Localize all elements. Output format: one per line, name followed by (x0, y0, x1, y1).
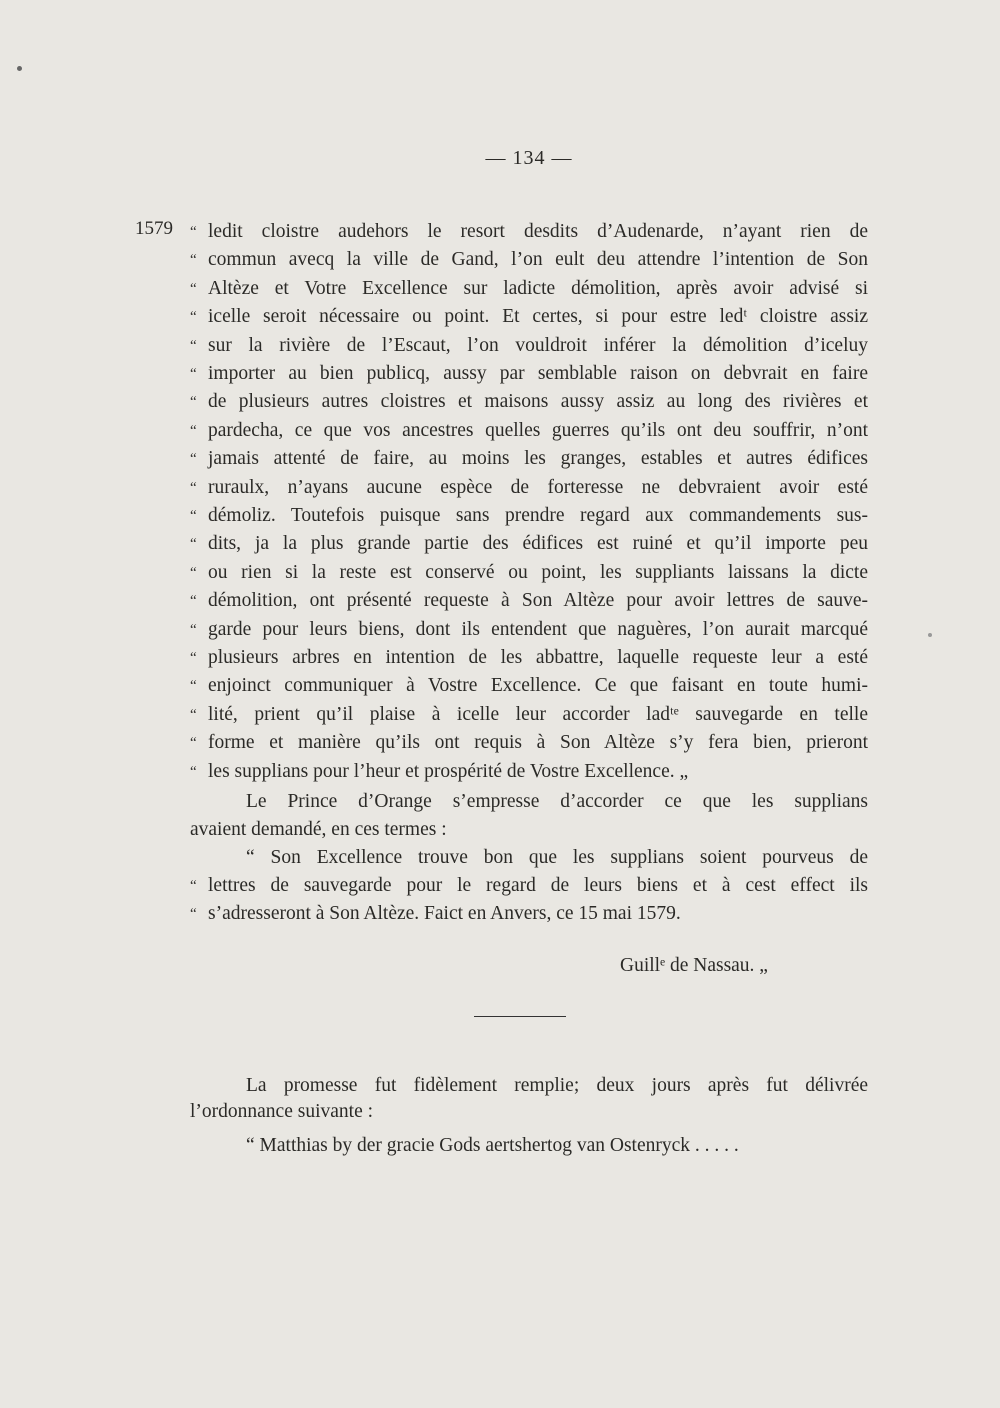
petition-text: démoliz. Toutefois puisque sans prendre regard aux commandements sus- (208, 505, 868, 526)
petition-line (190, 388, 868, 416)
petition-text: pardecha, ce que vos ancestres quelles guerres qu’ils ont deu souffrir, n’ont (208, 419, 868, 441)
petition-line (190, 417, 868, 445)
petition-text: garde pour leurs biens, dont ils entendent que naguères, l’on aurait marcqué (208, 618, 868, 640)
quote-mark: “ (190, 224, 197, 240)
petition-line (190, 332, 868, 360)
signature: Guillᵉ de Nassau. „ (620, 955, 768, 976)
quote-mark: “ (190, 536, 197, 553)
petition-line (190, 729, 868, 757)
narrative-line: Le Prince d’Orange s’empresse d’accorder ce que les supplians (246, 791, 868, 812)
quote-mark: “ (190, 621, 197, 638)
petition-text: icelle seroit nécessaire ou point. Et certes, si pour estre ledᵗ cloistre assiz (208, 306, 868, 328)
petition-text: sur la rivière de l’Escaut, l’on vouldroit inférer la démolition d’iceluy (208, 334, 868, 356)
quote-mark: “ (190, 451, 197, 468)
narrative-line: avaient demandé, en ces termes : (190, 819, 447, 840)
petition-line (190, 275, 868, 303)
narrative-line: La promesse fut fidèlement remplie; deux jours après fut délivrée (246, 1075, 868, 1096)
petition-line (190, 502, 868, 530)
response-line: “ Son Excellence trouve bon que les supplians soient pourveus de (246, 847, 868, 868)
margin-year: 1579 (135, 218, 173, 239)
quote-mark: “ (190, 593, 197, 610)
quote-mark: “ (190, 706, 197, 723)
petition-line (190, 616, 868, 644)
quote-mark: “ (190, 650, 197, 666)
narrative-line: l’ordonnance suivante : (190, 1101, 374, 1122)
petition-line (190, 246, 868, 274)
petition-text: jamais attenté de faire, au moins les granges, estables et autres édifices (208, 448, 868, 470)
quote-mark: “ (190, 309, 197, 326)
quote-mark: “ (190, 252, 197, 269)
petition-text: forme et manière qu’ils ont requis à Son Altèze s’y fera bien, prieront (208, 732, 868, 754)
petition-line (190, 587, 868, 615)
quote-mark: “ (190, 366, 197, 382)
final-quote: “ Matthias by der gracie Gods aertshertog van Ostenryck . . . . . (246, 1135, 739, 1156)
quote-mark: “ (190, 564, 197, 581)
petition-text: démolition, ont présenté requeste à Son Altèze pour avoir lettres de sauve- (208, 590, 868, 612)
quote-mark: “ (190, 422, 197, 439)
petition-text: ruraulx, n’ayans aucune espèce de forteresse ne debvraient avoir esté (208, 476, 868, 498)
ink-speck (928, 633, 932, 637)
quote-mark: “ (190, 337, 197, 354)
quote-mark: “ (190, 280, 197, 297)
petition-line (190, 474, 868, 502)
petition-line (190, 672, 868, 700)
petition-text: les supplians pour l’heur et prospérité de Vostre Excellence. „ (208, 760, 689, 782)
quote-mark: “ (190, 906, 197, 922)
petition-text: enjoinct communiquer à Vostre Excellence. Ce que faisant en toute humi- (208, 675, 868, 697)
quote-mark: “ (190, 678, 197, 695)
petition-text: plusieurs arbres en intention de les abbattre, laquelle requeste leur a esté (208, 647, 868, 668)
petition-line (190, 218, 868, 246)
petition-line (190, 303, 868, 331)
petition-line (190, 530, 868, 558)
petition-text: importer au bien publicq, aussy par semblable raison on debvrait en faire (208, 363, 868, 384)
petition-line (190, 644, 868, 672)
petition-line (190, 559, 868, 587)
response-text: s’adresseront à Son Altèze. Faict en Anvers, ce 15 mai 1579. (208, 903, 681, 924)
response-line (190, 872, 868, 900)
response-text: lettres de sauvegarde pour le regard de leurs biens et à cest effect ils (208, 875, 868, 896)
quote-mark: “ (190, 878, 197, 894)
petition-text: commun avecq la ville de Gand, l’on eult deu attendre l’intention de Son (208, 249, 868, 271)
petition-text: lité, prient qu’il plaise à icelle leur accorder ladᵗᵉ sauvegarde en telle (208, 703, 868, 725)
quote-mark: “ (190, 479, 197, 496)
petition-text: ledit cloistre audehors le resort desdits d’Audenarde, n’ayant rien de (208, 221, 868, 242)
ink-speck (17, 66, 22, 71)
petition-text: Altèze et Votre Excellence sur ladicte démolition, après avoir advisé si (208, 277, 868, 299)
quote-mark: “ (190, 508, 197, 524)
petition-text: de plusieurs autres cloistres et maisons aussy assiz au long des rivières et (208, 391, 868, 413)
response-line (190, 900, 868, 928)
petition-line (190, 360, 868, 388)
page-number: — 134 — (485, 147, 573, 169)
section-divider (474, 1016, 566, 1017)
petition-line (190, 758, 868, 786)
quote-mark: “ (190, 735, 197, 752)
quote-mark: “ (190, 763, 197, 780)
petition-line (190, 701, 868, 729)
petition-text: dits, ja la plus grande partie des édifices est ruiné et qu’il importe peu (208, 533, 868, 555)
quote-mark: “ (190, 394, 197, 411)
petition-text: ou rien si la reste est conservé ou point, les suppliants laissans la dicte (208, 561, 868, 583)
petition-line (190, 445, 868, 473)
